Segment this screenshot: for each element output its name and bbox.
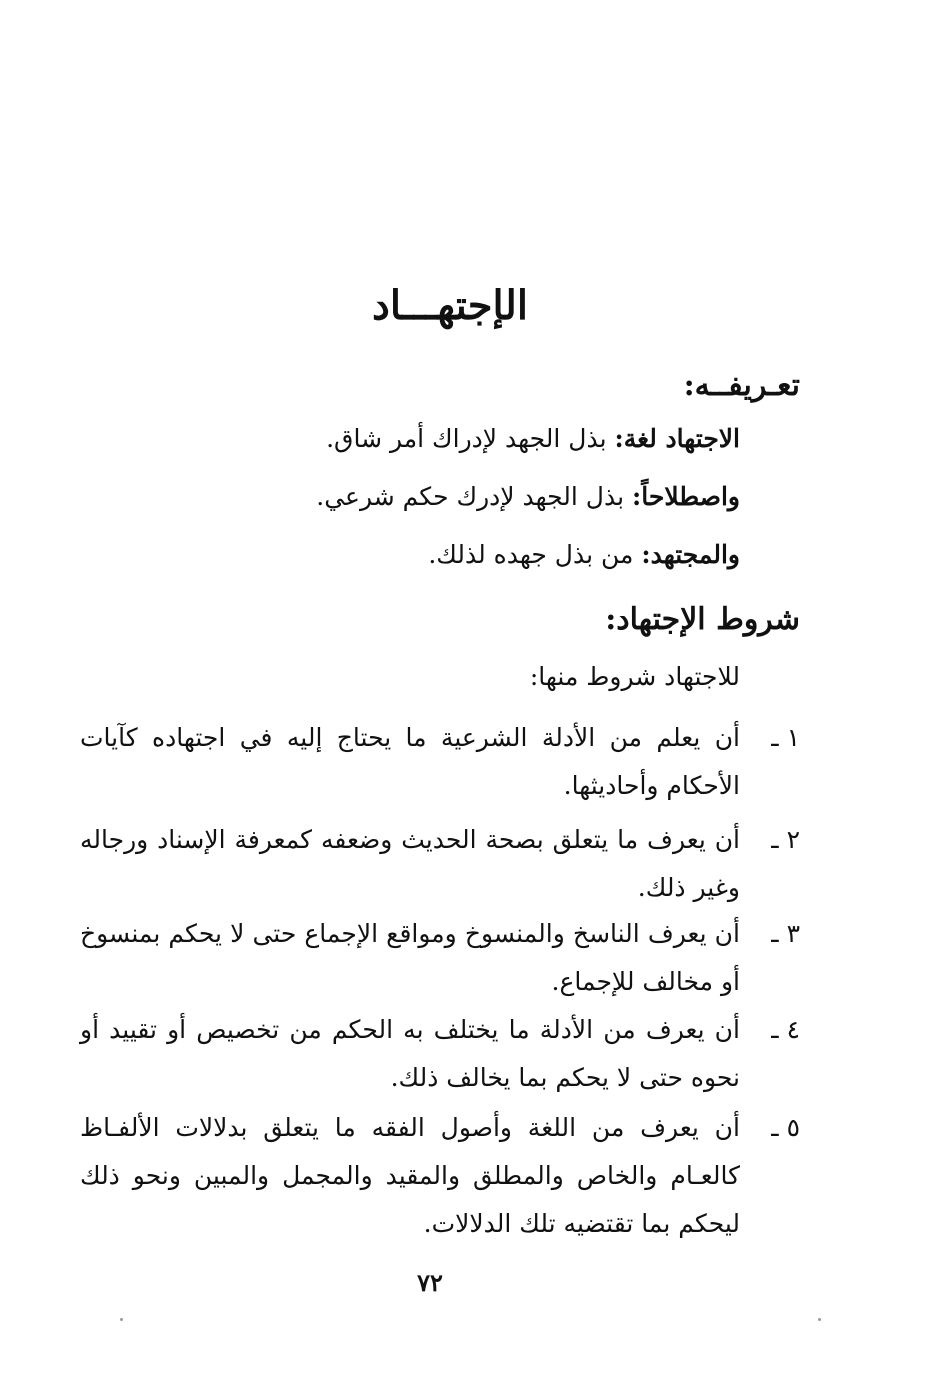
definition-line-technical	[316, 482, 740, 511]
condition-item-2	[80, 816, 800, 912]
condition-item-1	[80, 714, 800, 810]
item-number: ١ ـ	[771, 723, 800, 752]
condition-item-3	[80, 910, 800, 1006]
definition-text: بذل الجهد لإدرك حكم شرعي.	[316, 482, 633, 511]
item-number: ٥ ـ	[771, 1113, 800, 1142]
definition-line-mujtahid	[428, 540, 740, 569]
definition-text: بذل الجهد لإدراك أمر شاق.	[326, 424, 615, 453]
conditions-intro: للاجتهاد شروط منها:	[529, 662, 740, 691]
condition-item-4	[80, 1006, 800, 1102]
scan-speck	[818, 1318, 821, 1321]
page-number: ٧٢	[417, 1268, 443, 1297]
page-title: الإجتهـــاد	[372, 282, 528, 329]
condition-item-5	[80, 1104, 800, 1248]
item-number: ٢ ـ	[771, 825, 800, 854]
item-text: أن يعرف ما يتعلق بصحة الحديث وضعفه كمعرفة الإسناد ورجاله وغير ذلك.	[80, 825, 740, 902]
definition-term: الاجتهاد لغة:	[614, 424, 740, 453]
definition-heading: تعـريفــه:	[683, 368, 800, 403]
definition-line-linguistic	[326, 424, 740, 453]
item-text: أن يعرف الناسخ والمنسوخ ومواقع الإجماع حتى لا يحكم بمنسوخ أو مخالف للإجماع.	[80, 919, 740, 996]
item-number: ٣ ـ	[771, 919, 800, 948]
conditions-heading: شروط الإجتهاد:	[605, 602, 800, 637]
item-text: أن يعلم من الأدلة الشرعية ما يحتاج إليه في اجتهاده كآيات الأحكام وأحاديثها.	[80, 723, 740, 800]
item-text: أن يعرف من الأدلة ما يختلف به الحكم من تخصيص أو تقييد أو نحوه حتى لا يحكم بما يخالف ذلك.	[80, 1015, 740, 1092]
definition-term: واصطلاحاً:	[632, 482, 740, 511]
item-number: ٤ ـ	[771, 1015, 800, 1044]
definition-text: من بذل جهده لذلك.	[428, 540, 642, 569]
item-text: أن يعرف من اللغة وأصول الفقه ما يتعلق بدلالات الألفـاظ كالعـام والخاص والمطلق والمقيد والمجمل والمبين ونحو ذلك ليحكم بما تقتضيه تلك الدلالات.	[80, 1113, 740, 1238]
scan-speck	[120, 1318, 123, 1321]
definition-term: والمجتهد:	[641, 540, 740, 569]
